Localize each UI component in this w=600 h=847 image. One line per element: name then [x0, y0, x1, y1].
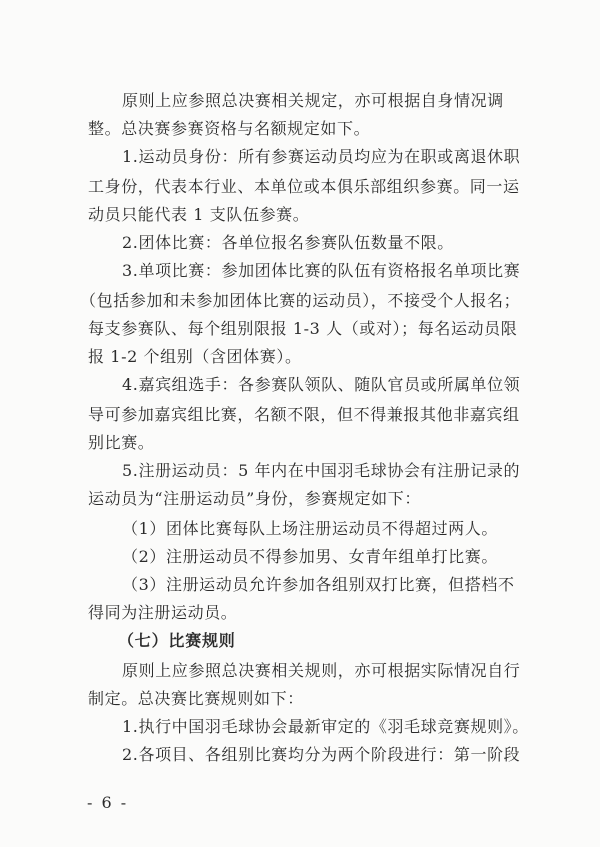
paragraph-line: 工身份，代表本行业、本单位或本俱乐部组织参赛。同一运 — [88, 177, 520, 196]
paragraph-line: 1.运动员身份：所有参赛运动员均应为在职或离退休职 — [122, 147, 521, 166]
paragraph-line: 整。总决赛参赛资格与名额规定如下。 — [88, 119, 371, 138]
paragraph-line: 别比赛。 — [88, 433, 155, 452]
paragraph-line: 原则上应参照总决赛相关规则，亦可根据实际情况自行 — [122, 661, 521, 680]
paragraph-line: 3.单项比赛：参加团体比赛的队伍有资格报名单项比赛 — [122, 261, 521, 280]
paragraph-line: （包括参加和未参加团体比赛的运动员），不接受个人报名； — [80, 291, 521, 310]
paragraph-line: （3）注册运动员允许参加各组别双打比赛，但搭档不 — [122, 575, 515, 594]
paragraph-line: 每支参赛队、每个组别限报 1-3 人（或对）；每名运动员限 — [88, 319, 518, 338]
paragraph-line: 5.注册运动员：5 年内在中国羽毛球协会有注册记录的 — [122, 461, 521, 480]
paragraph-line: （2）注册运动员不得参加男、女青年组单打比赛。 — [122, 547, 498, 566]
page-number: - 6 - — [87, 793, 129, 812]
paragraph-line: 动员只能代表 1 支队伍参赛。 — [88, 205, 310, 224]
paragraph-line: 报 1-2 个组别（含团体赛）。 — [88, 347, 302, 366]
paragraph-line: 4.嘉宾组选手：各参赛队领队、随队官员或所属单位领 — [122, 375, 521, 394]
paragraph-line: 原则上应参照总决赛相关规定，亦可根据自身情况调 — [122, 91, 504, 110]
paragraph-line: 得同为注册运动员。 — [88, 603, 238, 622]
paragraph-line: 制定。总决赛比赛规则如下： — [88, 689, 304, 708]
paragraph-line: 运动员为“注册运动员”身份，参赛规定如下： — [88, 489, 421, 508]
section-heading: （七）比赛规则 — [118, 631, 236, 650]
paragraph-line: 导可参加嘉宾组比赛，名额不限，但不得兼报其他非嘉宾组 — [88, 405, 520, 424]
paragraph-line: 2.团体比赛：各单位报名参赛队伍数量不限。 — [122, 233, 454, 252]
paragraph-line: （1）团体比赛每队上场注册运动员不得超过两人。 — [122, 519, 498, 538]
paragraph-line: 2.各项目、各组别比赛均分为两个阶段进行：第一阶段 — [122, 745, 521, 764]
paragraph-line: 1.执行中国羽毛球协会最新审定的《羽毛球竞赛规则》。 — [122, 717, 529, 736]
